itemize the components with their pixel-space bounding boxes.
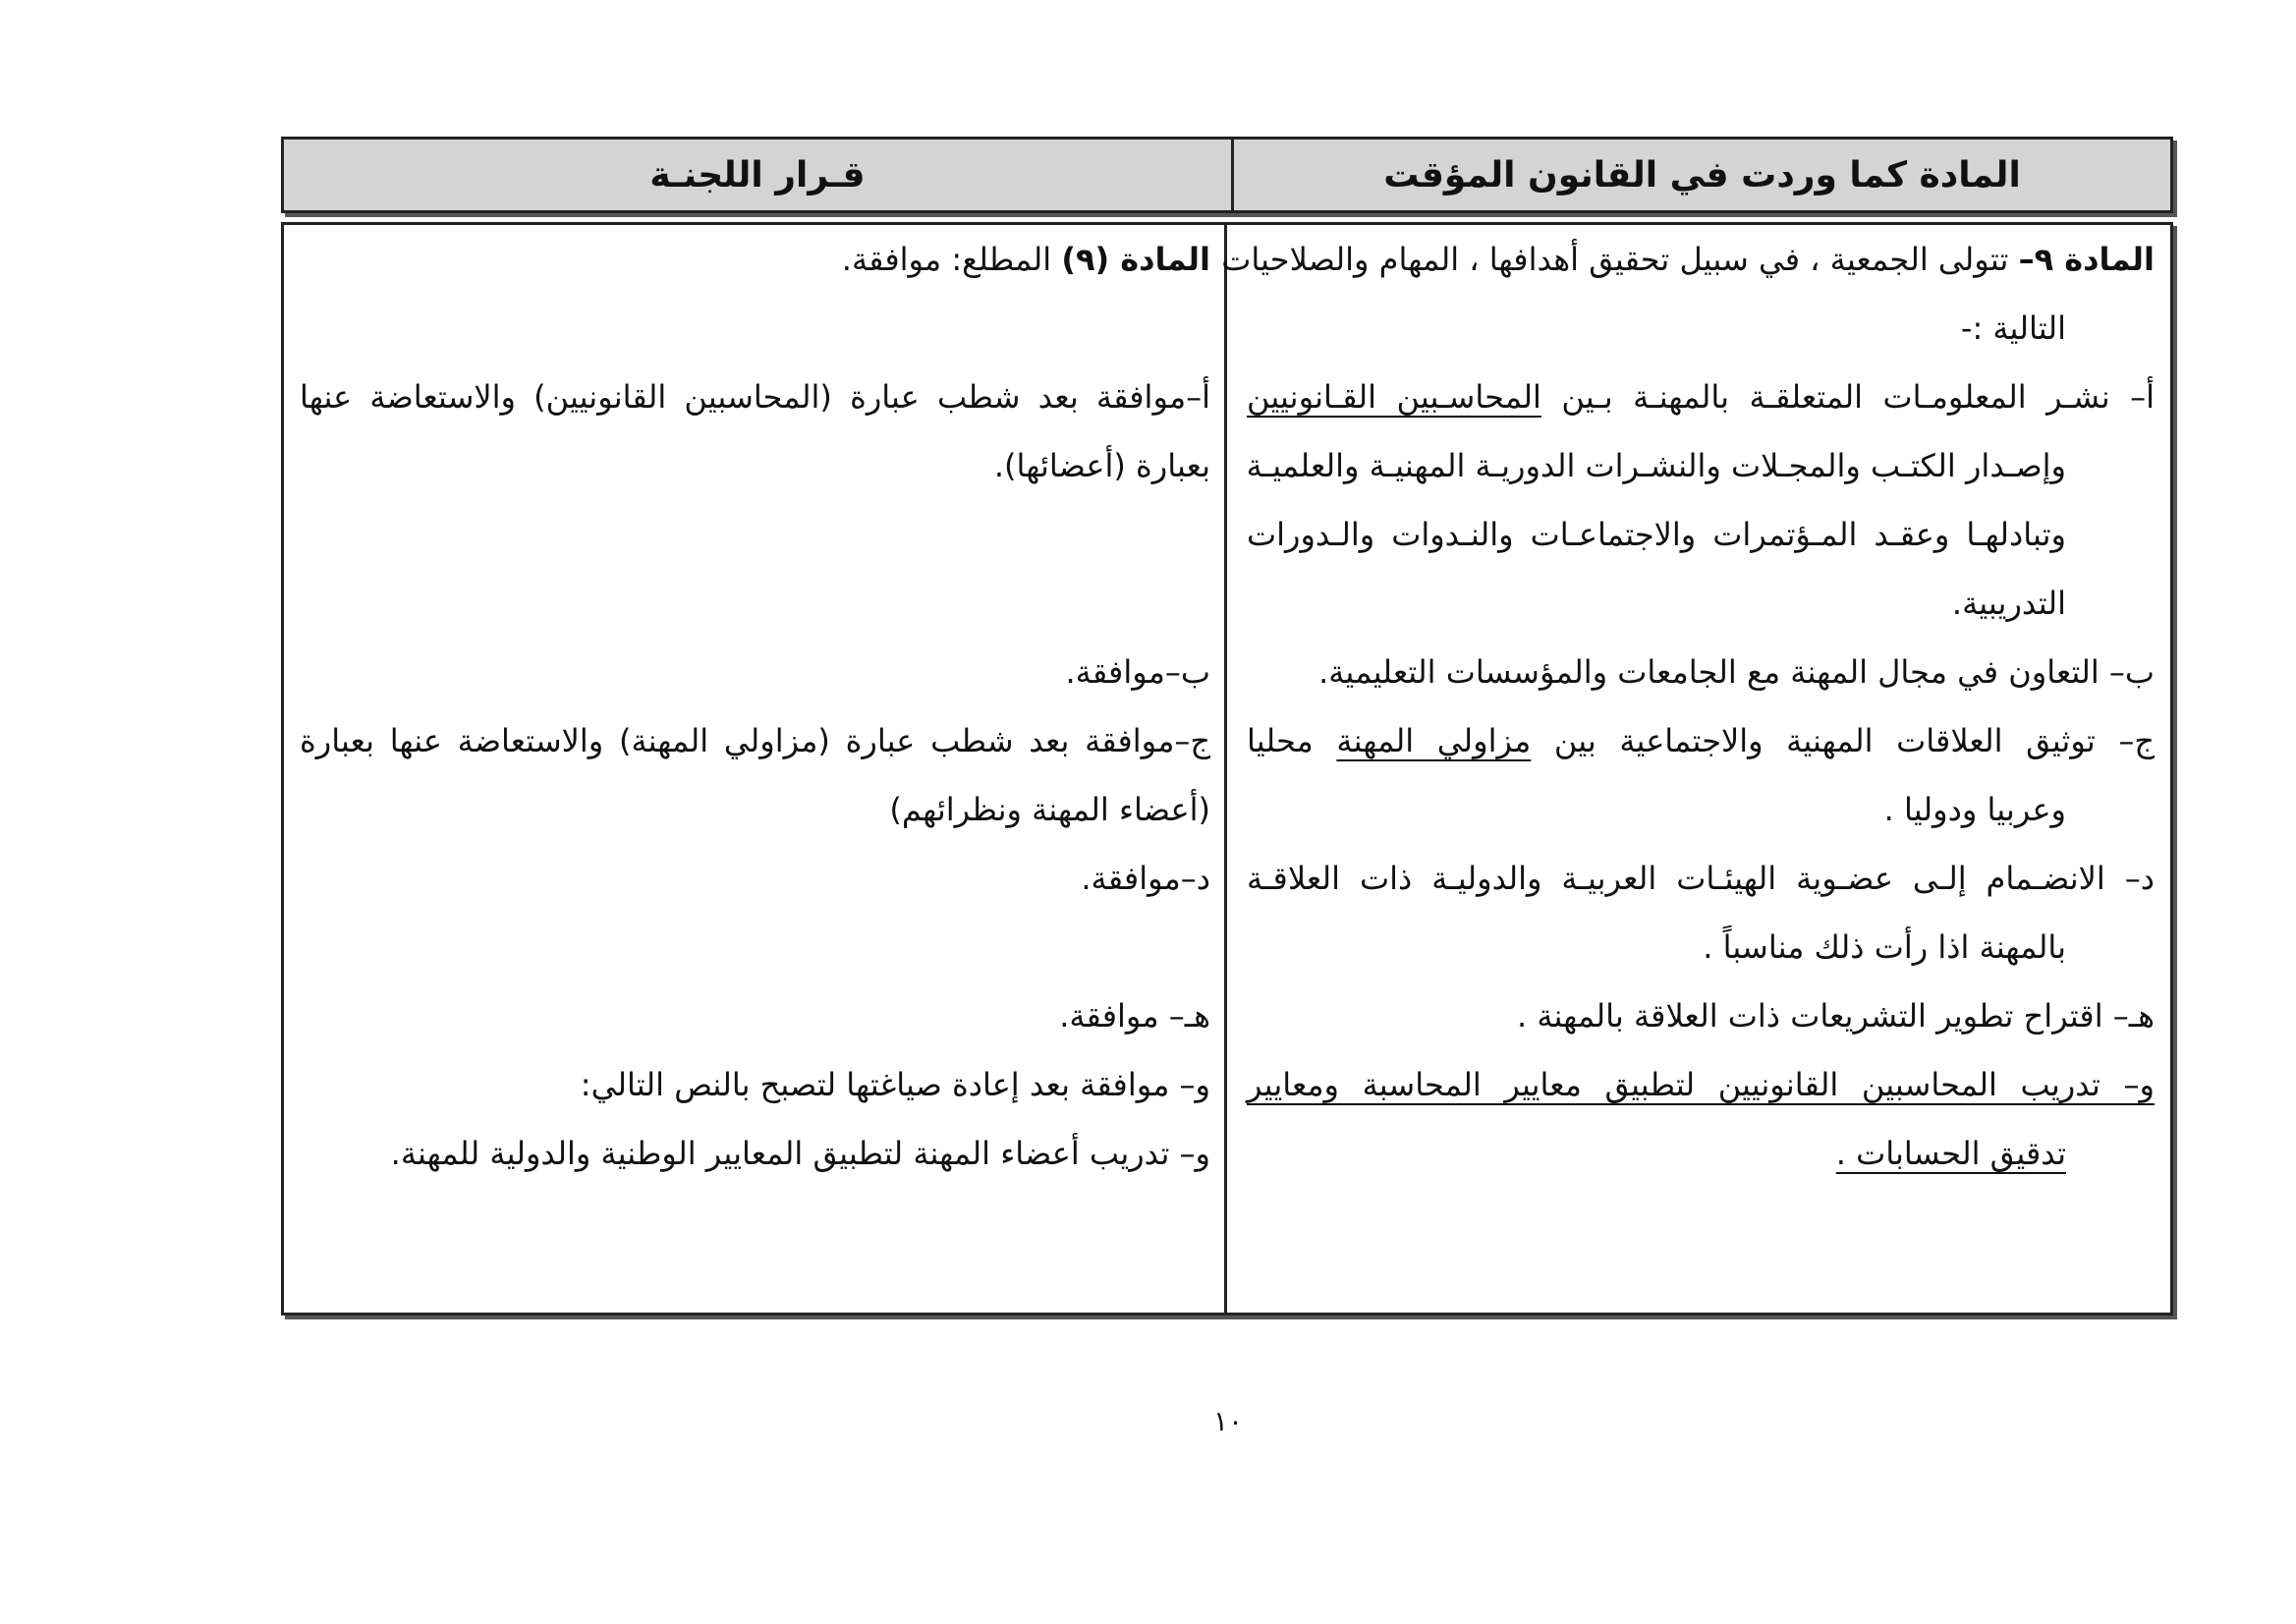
law-item-a-line4: التدريبية.	[1951, 585, 2066, 622]
law-item-d-line1: د– الانضـمام إلـى عضـوية الهيئـات العربيـة والدوليـة ذات العلاقـة	[1247, 860, 2155, 897]
decision-item-c-line2: (أعضاء المهنة ونظرائهم)	[889, 791, 1210, 828]
header-law-text: المادة كما وردت في القانون المؤقت	[1231, 140, 2170, 210]
law-item-e-line1: هـ– اقتراح تطوير التشريعات ذات العلاقة بالمهنة .	[1517, 997, 2155, 1035]
law-item-f-line1: و– تدريب المحاسبين القانونيين لتطبيق معايير المحاسبة ومعايير	[1247, 1066, 2155, 1103]
law-item-c-post: محليا	[1247, 722, 1337, 759]
header-committee-decision: قـرار اللجنـة	[649, 154, 866, 196]
comparison-table	[281, 137, 2173, 1316]
law-item-a-line3: وتبادلهـا وعقـد المـؤتمرات والاجتماعـات والنـدوات والـدورات	[1247, 516, 2066, 553]
law-item-a-text: أ– نشـر المعلومـات المتعلقـة بالمهنـة بـين	[1540, 378, 2156, 416]
law-item-c-underlined: مزاولي المهنة	[1336, 722, 1532, 759]
spacer	[300, 913, 1210, 981]
decision-item-c-line1: ج–موافقة بعد شطب عبارة (مزاولي المهنة) والاستعاضة عنها بعبارة	[300, 722, 1210, 759]
law-item-d-line2: بالمهنة اذا رأت ذلك مناسباً .	[1703, 928, 2066, 966]
spacer	[300, 500, 1210, 569]
law-article-label: المادة ٩–	[2018, 241, 2155, 278]
law-article-line	[1221, 225, 2155, 294]
law-text-column	[1221, 225, 2170, 1313]
law-item-a-line1	[1247, 363, 2155, 431]
spacer	[300, 294, 1210, 363]
decision-article-line	[300, 225, 1210, 294]
law-item-c-line1	[1247, 706, 2155, 775]
law-article-intro-cont: التالية :-	[1960, 309, 2066, 347]
decision-item-a-line1: أ–موافقة بعد شطب عبارة (المحاسبين القانونيين) والاستعاضة عنها	[300, 378, 1210, 416]
decision-item-f-line2: و– تدريب أعضاء المهنة لتطبيق المعايير الوطنية والدولية للمهنة.	[390, 1135, 1210, 1172]
committee-decision-column	[284, 225, 1224, 1313]
law-item-c-line2: وعربيا ودوليا .	[1883, 791, 2066, 828]
decision-item-b-line1: ب–موافقة.	[1065, 653, 1210, 691]
decision-item-d-line1: د–موافقة.	[1081, 860, 1210, 897]
law-item-c-text: ج– توثيق العلاقات المهنية والاجتماعية بين	[1531, 722, 2156, 759]
table-header-row	[281, 137, 2173, 213]
page-number: ١٠	[1212, 1405, 1244, 1437]
law-item-f-line2-text: تدقيق الحسابات .	[1835, 1135, 2066, 1172]
law-item-a-line2: وإصـدار الكتـب والمجـلات والنشـرات الدوريـة المهنيـة والعلميـة	[1246, 447, 2066, 484]
decision-item-e-line1: هـ– موافقة.	[1059, 997, 1210, 1035]
law-article-intro: تتولى الجمعية ، في سبيل تحقيق أهدافها ، المهام والصلاحيات	[1221, 241, 2019, 278]
decision-item-f-line1: و– موافقة بعد إعادة صياغتها لتصبح بالنص التالي:	[580, 1066, 1210, 1103]
law-item-f-line2	[1247, 1119, 2155, 1188]
decision-item-a-line2: بعبارة (أعضائها).	[993, 447, 1210, 484]
law-item-a-underlined: المحاسـبين القـانونيين	[1247, 378, 1541, 416]
table-body-row	[281, 222, 2173, 1316]
decision-article-text: المطلع: موافقة.	[841, 241, 1062, 278]
decision-article-label: المادة (٩)	[1061, 241, 1210, 278]
spacer	[300, 569, 1210, 638]
law-item-b-line1: ب– التعاون في مجال المهنة مع الجامعات والمؤسسات التعليمية.	[1318, 653, 2155, 691]
